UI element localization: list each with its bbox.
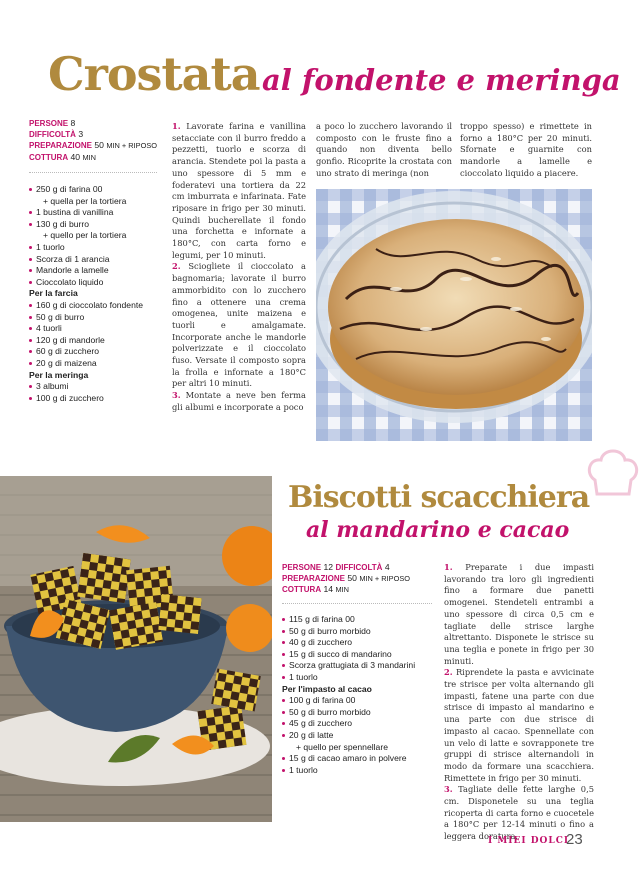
page-number: 23 (566, 831, 583, 848)
recipe1-title-script: al fondente e meringa (262, 63, 621, 97)
recipe1-method-col1 (172, 121, 306, 414)
ingredient-group-heading: Per la farcia (29, 288, 78, 299)
ingredient-item: Scorza grattugiata di 3 mandarini (282, 660, 442, 672)
step-number: 3. (444, 784, 453, 795)
recipe2-title-script: al mandarino e cacao (306, 517, 570, 543)
step-number: 2. (172, 261, 181, 272)
ingredient-item: Mandorle a lamelle (29, 265, 169, 277)
recipe1-method-col2: a poco lo zucchero lavorando il composto con le fruste fino a quando non diventa bello gonfio. Ricoprite la crostata con uno strato di meringa (non (316, 121, 452, 178)
ingredient-item: 1 tuorlo (282, 765, 442, 777)
recipe2-meta (282, 562, 442, 596)
step-text: Sciogliete il cioccolato a bagnomaria; lavorate il burro ammorbidito con lo zucchero fino a ottenere una crema omogenea, unite maizena e tuorli e amalgamate. Incorporate anche le mandorle polverizzate e il cioccolato fuso. Versate il composto sopra la frolla e infornate a 180°C per altri 10 minuti. (172, 261, 306, 389)
ingredient-group-heading: Per la meringa (29, 369, 89, 380)
ingredient-item: 3 albumi (29, 381, 169, 393)
meta-difficolta: DIFFICOLTÀ 3 (29, 129, 84, 140)
step-text: Preparate i due impasti lavorando tra loro gli ingredienti fino a formare due panetti omogenei. Stendeteli entrambi a uno spessore di circa 0,5 cm e tagliate delle strisce larghe altrettanto. Disponete le strisce su una teglia e ponete in frigo per 30 minuti. (444, 562, 595, 666)
step-number: 3. (172, 390, 181, 401)
meta-preparazione: PREPARAZIONE 50 MIN + RIPOSO (282, 573, 411, 584)
recipe1-meta (29, 118, 169, 163)
step-text: Tagliate delle fette larghe 0,5 cm. Disponetele su una teglia ricoperta di carta forno e cuocetele a 180°C per 12-14 minuti o fino a leggera doratura. (444, 784, 594, 842)
ingredient-item: 50 g di burro (29, 312, 169, 324)
meta-cottura: COTTURA 14 MIN (282, 584, 350, 595)
ingredient-item: 20 g di latte (282, 730, 442, 742)
meta-persone: PERSONE 8 (29, 118, 76, 128)
ingredient-item: 40 g di zucchero (282, 637, 442, 649)
recipe2-method (444, 562, 594, 843)
recipe2-divider (282, 603, 432, 604)
ingredient-item: 100 g di farina 00 (282, 695, 442, 707)
ingredient-item: 160 g di cioccolato fondente (29, 300, 169, 312)
recipe1-method-col3: troppo spesso) e rimettete in forno a 180°C per 20 minuti. Sfornate e guarnite con mandorle a lamelle e cioccolato liquido a piacere. (460, 121, 592, 178)
meta-preparazione: PREPARAZIONE 50 MIN + RIPOSO (29, 140, 158, 151)
step-text: Riprendete la pasta e avvicinate tre strisce per volta alternando gli impasti, fatene una parte con due strisce di impasto al mandarino e una parte con due strisce di impasto al cacao. Spennellate con un velo di latte e sovrapponete tre gruppi di strisce alternandoli in modo da formare una scacchiera. Rimettete in frigo per 30 minuti. (444, 667, 594, 783)
ingredient-item: 60 g di zucchero (29, 346, 169, 358)
step-text: Lavorate farina e vanillina setacciate con il burro freddo a pezzetti, tuorlo e scorza di arancia. Stendete poi la pasta a uno spessore di 5 mm e foderatevi una tortiera da 22 cm imburrata e infarinata. Fate riposare in frigo per 30 minuti. Quindi bucherellate il fondo una forchetta e infornate a 180°C, con carta forno e legumi, per 10 minuti. (172, 121, 306, 260)
chef-hat-icon (583, 440, 643, 500)
ingredient-item: Scorza di 1 arancia (29, 254, 169, 266)
ingredient-item: Cioccolato liquido (29, 277, 169, 289)
biscotti-photo (0, 476, 272, 822)
ingredient-item: 120 g di mandorle (29, 335, 169, 347)
magazine-name: I MIEI DOLCI (488, 836, 570, 846)
ingredient-item: 20 g di maizena (29, 358, 169, 370)
ingredient-item: 100 g di zucchero (29, 393, 169, 405)
ingredient-group-heading: Per l'impasto al cacao (282, 683, 372, 694)
ingredient-item: + quello per la tortiera (43, 230, 127, 241)
recipe1-ingredients (29, 184, 169, 404)
ingredient-item: 4 tuorli (29, 323, 169, 335)
ingredient-item: + quello per spennellare (296, 741, 388, 752)
recipe1-title-main: Crostata (48, 47, 260, 101)
step-text: Montate a neve ben ferma gli albumi e incorporate a poco (172, 390, 306, 412)
ingredient-item: 130 g di burro (29, 219, 169, 231)
ingredient-item: 45 g di zucchero (282, 718, 442, 730)
ingredient-item: 1 bustina di vanillina (29, 207, 169, 219)
ingredient-item: 1 tuorlo (282, 672, 442, 684)
meta-cottura: COTTURA 40 MIN (29, 151, 97, 162)
tart-photo (316, 189, 592, 441)
ingredient-item: 250 g di farina 00 (29, 184, 169, 196)
biscotti-illustration (0, 476, 272, 822)
recipe2-title-main: Biscotti scacchiera (288, 480, 590, 515)
step-number: 1. (444, 562, 453, 572)
ingredient-item: 15 g di cacao amaro in polvere (282, 753, 442, 765)
ingredient-item: + quella per la tortiera (43, 195, 127, 206)
recipe2-ingredients (282, 614, 442, 776)
ingredient-item: 115 g di farina 00 (282, 614, 442, 626)
ingredient-item: 1 tuorlo (29, 242, 169, 254)
ingredient-item: 50 g di burro morbido (282, 707, 442, 719)
ingredient-item: 15 g di succo di mandarino (282, 649, 442, 661)
recipe1-divider (29, 172, 157, 173)
ingredient-item: 50 g di burro morbido (282, 626, 442, 638)
tart-illustration (316, 189, 592, 441)
meta-line: PERSONE 12 DIFFICOLTÀ 4 (282, 562, 390, 572)
step-number: 2. (444, 667, 453, 678)
step-number: 1. (172, 121, 181, 131)
